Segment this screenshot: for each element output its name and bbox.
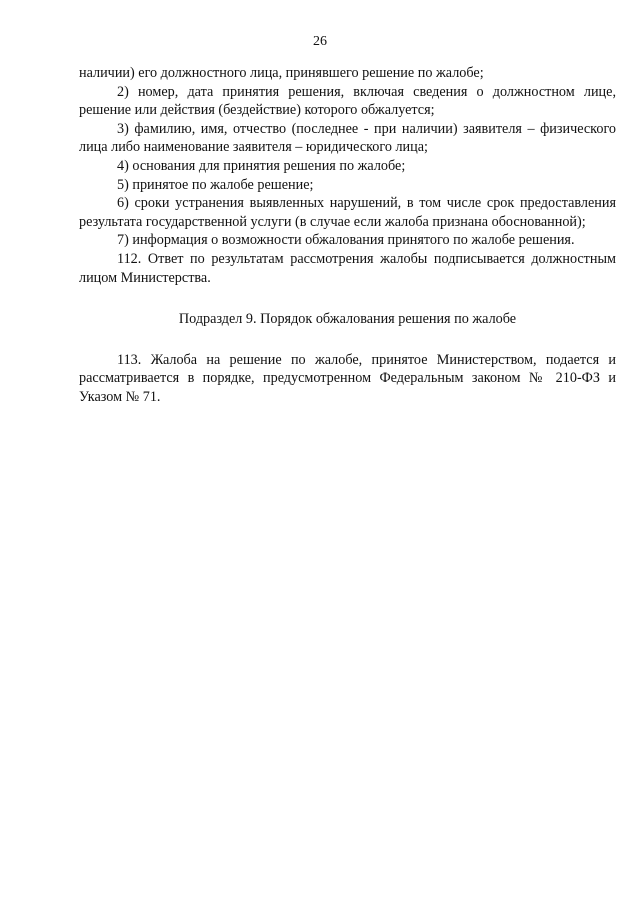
paragraph: 4) основания для принятия решения по жалобе; (117, 157, 406, 174)
subsection-heading: Подраздел 9. Порядок обжалования решения по жалобе (178, 311, 517, 328)
paragraph: 112. Ответ по результатам рассмотрения жалобы подписывается должностным лицом Министерства. (79, 250, 616, 286)
paragraph: 113. Жалоба на решение по жалобе, принятое Министерством, подается и рассматривается в порядке, предусмотренном Федеральным законом № 210-ФЗ и Указом № 71. (79, 351, 616, 405)
page-number: 26 (313, 34, 327, 49)
document-body (79, 64, 616, 407)
paragraph: 5) принятое по жалобе решение; (117, 176, 314, 193)
paragraph: 7) информация о возможности обжалования принятого по жалобе решения. (117, 232, 575, 249)
paragraph: 6) сроки устранения выявленных нарушений, в том числе срок предоставления результата государственной услуги (в случае если жалоба признана обоснованной); (79, 195, 616, 230)
paragraph: 2) номер, дата принятия решения, включая сведения о должностном лице, решение или действия (бездействие) которого обжалуется; (79, 83, 616, 119)
paragraph: 3) фамилию, имя, отчество (последнее - при наличии) заявителя – физического лица либо наименование заявителя – юридического лица; (79, 120, 616, 156)
paragraph: наличии) его должностного лица, принявшего решение по жалобе; (79, 65, 484, 81)
